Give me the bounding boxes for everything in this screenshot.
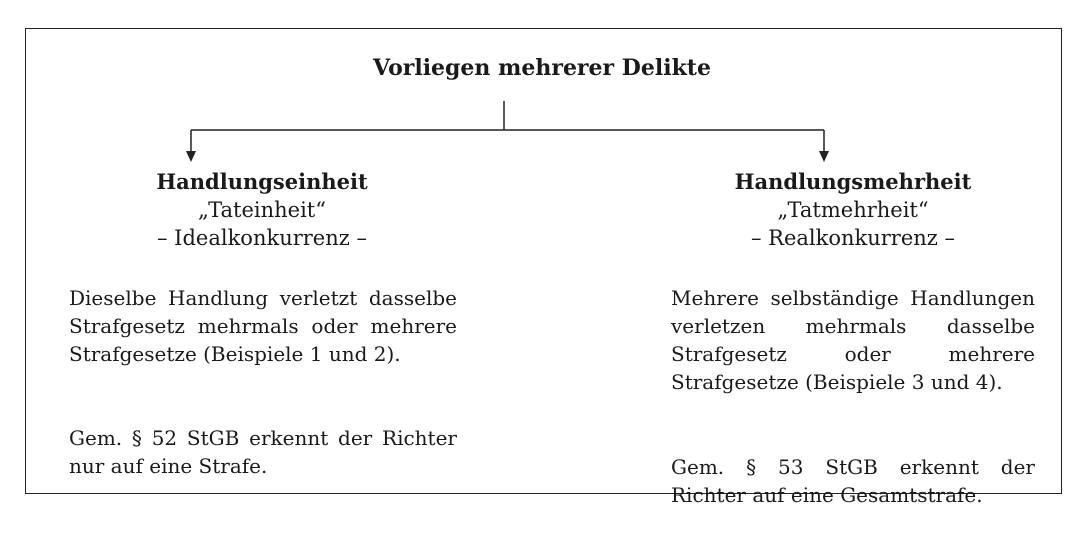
left-term: – Idealkonkurrenz –: [157, 226, 367, 250]
diagram-title: Vorliegen mehrerer Delikte: [373, 55, 711, 81]
left-heading-block: [112, 168, 412, 252]
right-description: Mehrere selbständige Handlungen verletzen mehrmals dasselbe Strafgesetz oder mehrere Strafgesetze (Beispiele 3 und 4).: [671, 286, 1035, 394]
left-arrow-head: [186, 151, 196, 162]
right-arrow-head: [819, 151, 829, 162]
left-subheading: „Tateinheit“: [198, 198, 326, 222]
right-subheading: „Tatmehrheit“: [777, 198, 929, 222]
right-rule: Gem. § 53 StGB erkennt der Richter auf eine Gesamtstrafe.: [671, 455, 1035, 507]
right-term: – Realkonkurrenz –: [750, 226, 956, 250]
right-heading-block: [703, 168, 1003, 252]
right-heading: Handlungsmehrheit: [734, 169, 972, 194]
left-description: Dieselbe Handlung verletzt dasselbe Strafgesetz mehrmals oder mehrere Strafgesetze (Beispiele 1 und 2).: [69, 286, 457, 366]
left-rule: Gem. § 52 StGB erkennt der Richter nur auf eine Strafe.: [69, 426, 457, 478]
left-heading: Handlungseinheit: [156, 169, 368, 194]
